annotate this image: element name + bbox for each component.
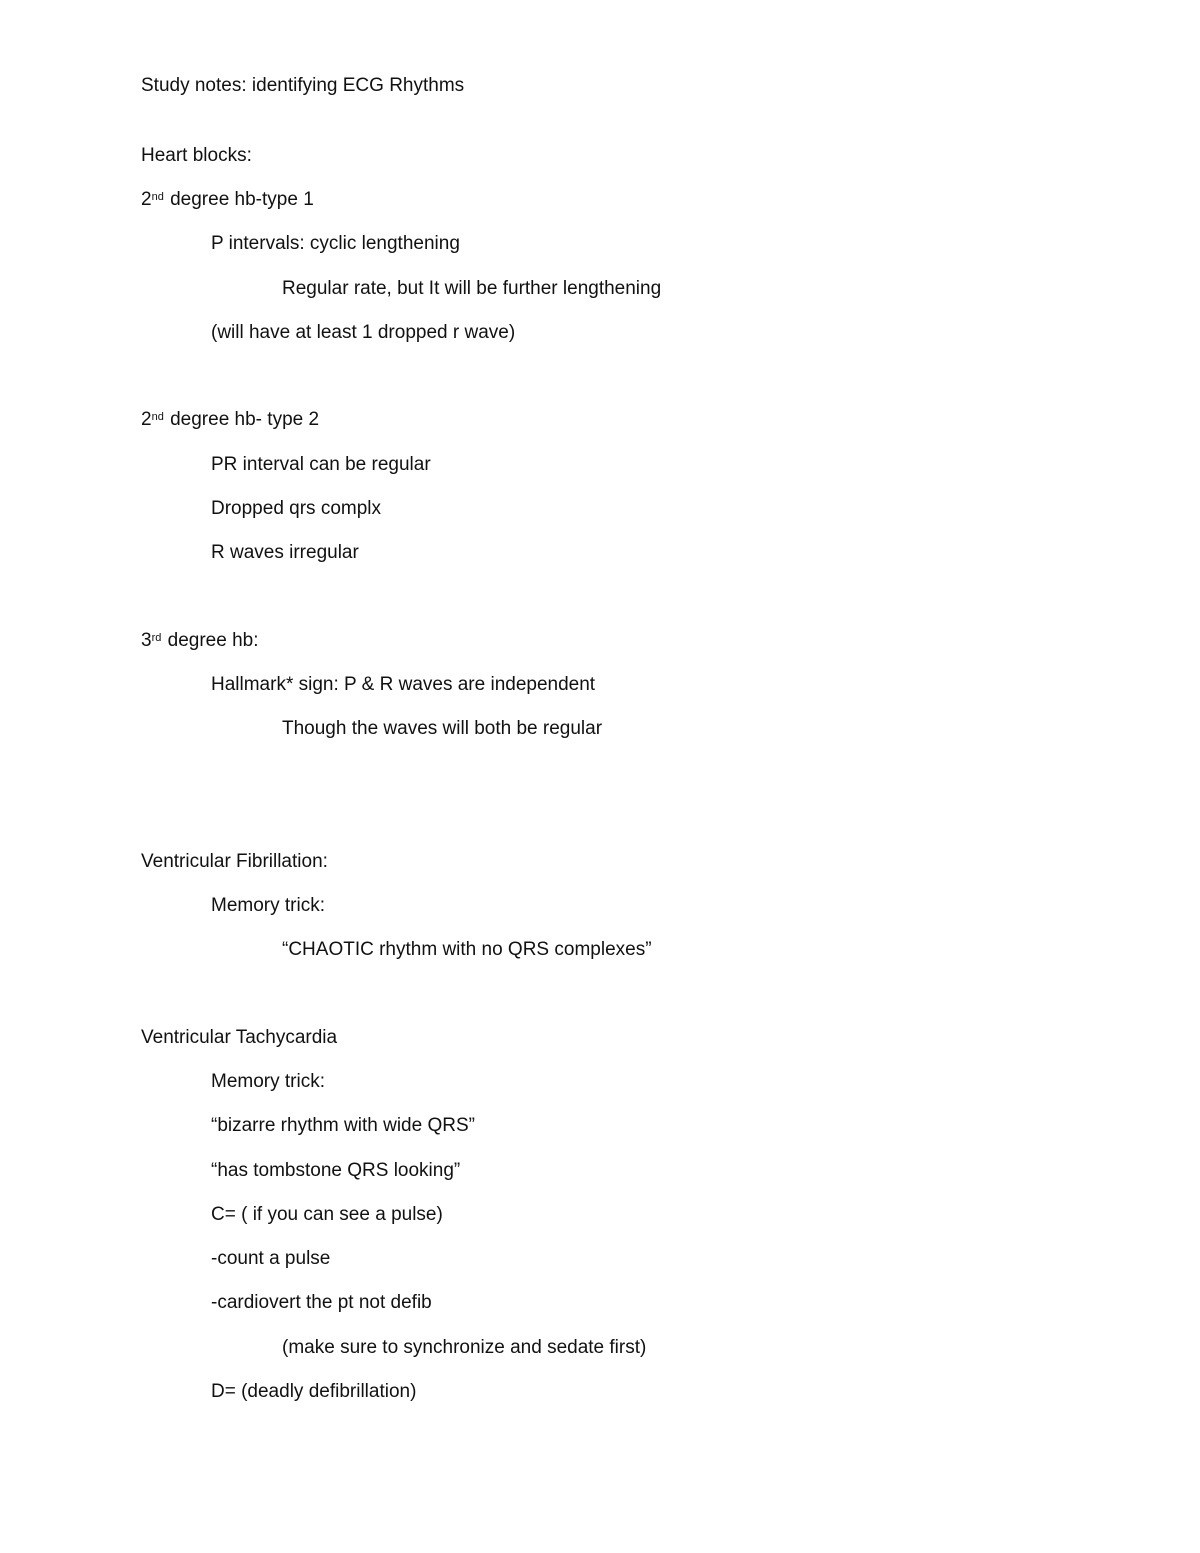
- note-line: P intervals: cyclic lengthening: [211, 233, 460, 254]
- ordinal-suffix: nd: [151, 191, 164, 203]
- note-line: (will have at least 1 dropped r wave): [211, 322, 516, 343]
- note-line: PR interval can be regular: [211, 454, 431, 475]
- ordinal-suffix: rd: [151, 632, 162, 644]
- heading-text: degree hb-type 1: [164, 189, 314, 210]
- note-line: (make sure to synchronize and sedate first): [282, 1337, 647, 1358]
- note-line: -cardiovert the pt not defib: [211, 1292, 432, 1313]
- note-line: Memory trick:: [211, 895, 325, 916]
- note-line: -count a pulse: [211, 1248, 331, 1269]
- ordinal-number: 2: [141, 409, 152, 430]
- third-degree-heading: [141, 630, 259, 652]
- note-line: “CHAOTIC rhythm with no QRS complexes”: [282, 939, 652, 960]
- vfib-heading: Ventricular Fibrillation:: [141, 851, 328, 872]
- note-line: Dropped qrs complx: [211, 498, 382, 519]
- heading-text: degree hb- type 2: [164, 409, 320, 430]
- note-line: “bizarre rhythm with wide QRS”: [211, 1115, 475, 1136]
- ordinal-suffix: nd: [151, 411, 164, 423]
- page-title: Study notes: identifying ECG Rhythms: [141, 75, 465, 96]
- heart-blocks-heading: Heart blocks:: [141, 145, 252, 166]
- note-line: Memory trick:: [211, 1071, 325, 1092]
- ordinal-number: 2: [141, 189, 152, 210]
- note-line: “has tombstone QRS looking”: [211, 1160, 461, 1181]
- second-degree-type1-heading: [141, 189, 314, 211]
- note-line: C= ( if you can see a pulse): [211, 1204, 443, 1225]
- ordinal-number: 3: [141, 630, 152, 651]
- second-degree-type2-heading: [141, 409, 319, 431]
- note-line: Hallmark* sign: P & R waves are independent: [211, 674, 596, 695]
- note-line: Regular rate, but It will be further lengthening: [282, 278, 662, 299]
- note-line: Though the waves will both be regular: [282, 718, 603, 739]
- vtach-heading: Ventricular Tachycardia: [141, 1027, 338, 1048]
- heading-text: degree hb:: [162, 630, 259, 651]
- note-line: R waves irregular: [211, 542, 359, 563]
- note-line: D= (deadly defibrillation): [211, 1381, 417, 1402]
